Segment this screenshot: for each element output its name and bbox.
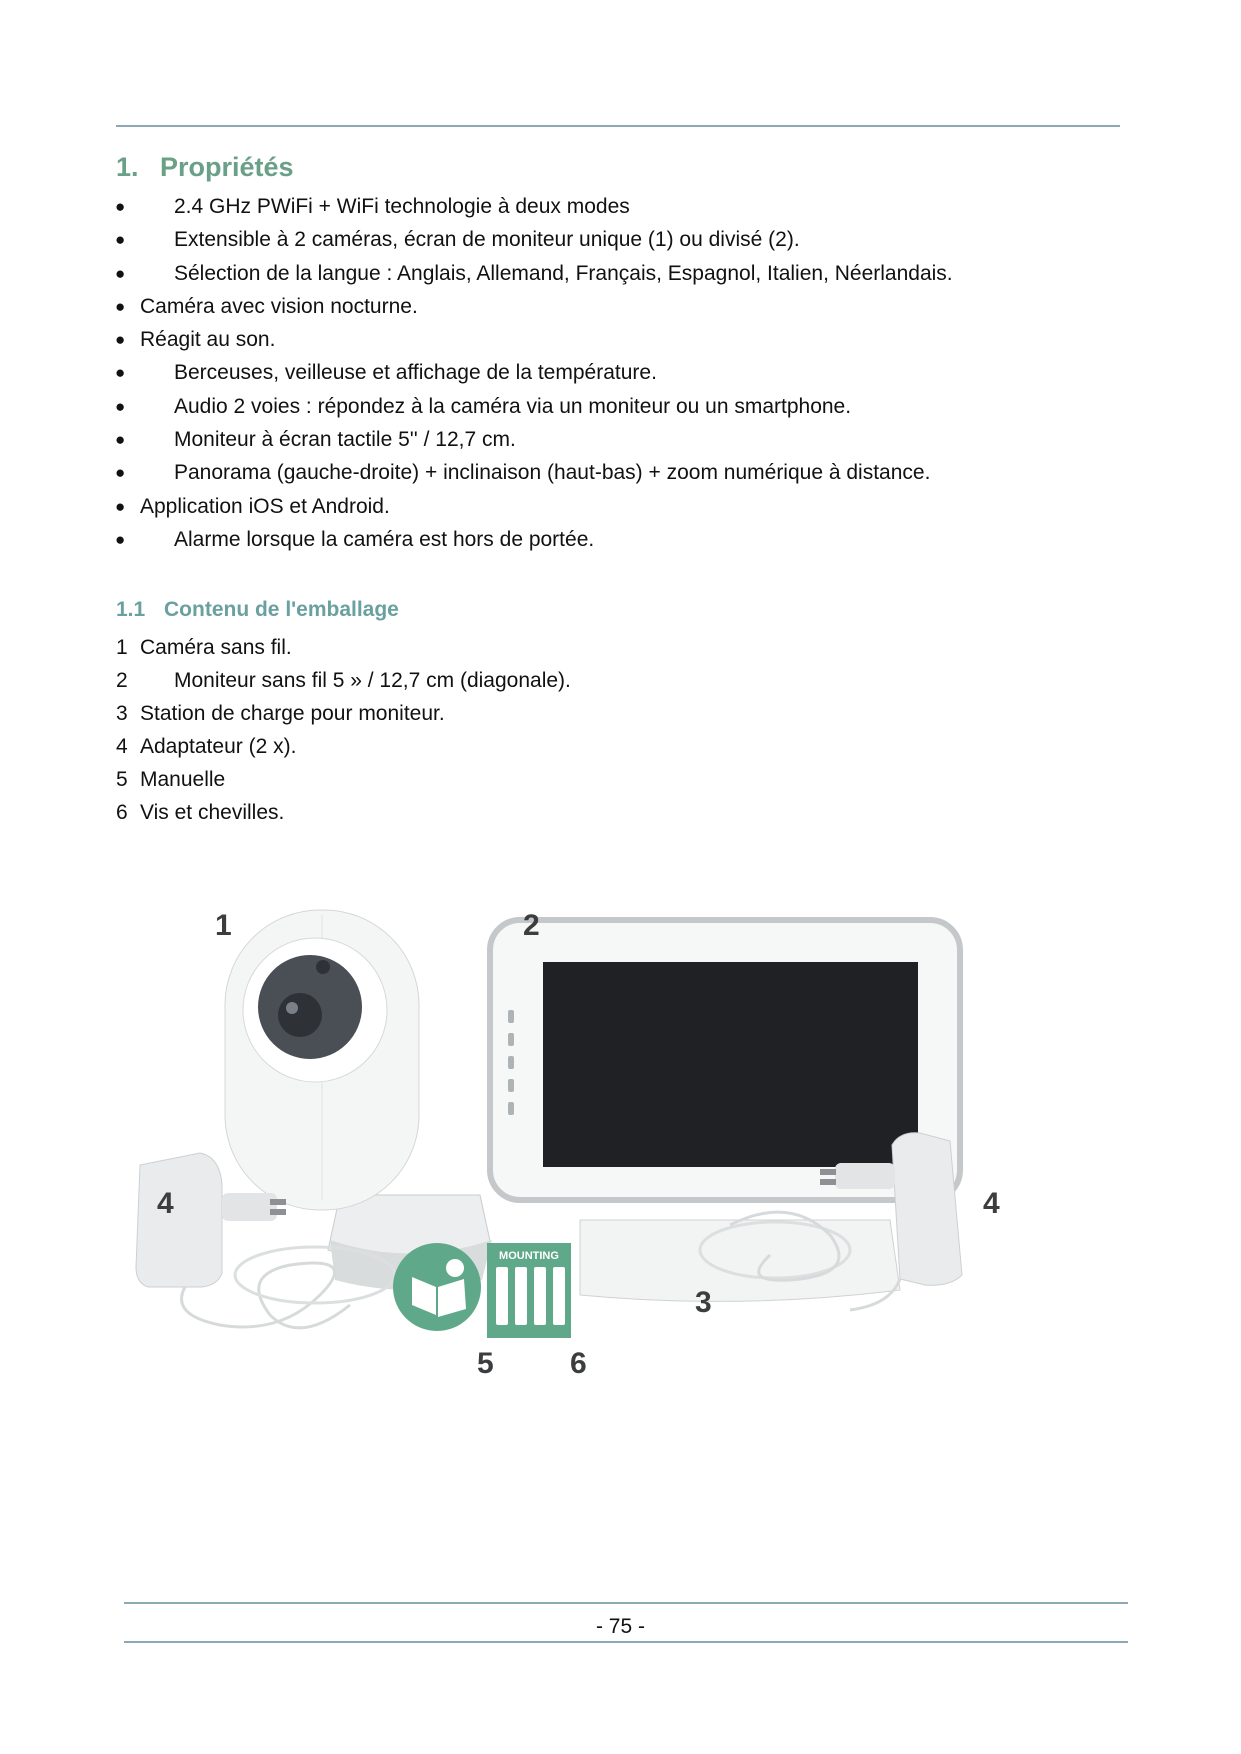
bullet-icon: ● [115,263,126,283]
camera-illustration [225,910,492,1290]
section-heading [116,152,294,183]
bullet-icon: ● [115,330,126,350]
mounting-icon [487,1243,571,1338]
section-number: 1. [116,152,139,182]
page-number: - 75 - [595,1615,645,1638]
subsection-title: Contenu de l'emballage [164,598,399,621]
figure-label-4-left: 4 [157,1187,174,1220]
bullet-icon: ● [115,463,126,483]
section-title: Propriétés [160,152,294,182]
figure-label-5: 5 [477,1347,494,1380]
bullet-icon: ● [115,296,126,316]
header-rule [116,125,1120,127]
subsection-heading [116,598,399,622]
product-illustration [130,895,1090,1415]
figure-label-1: 1 [215,909,232,942]
subsection-number: 1.1 [116,598,146,621]
footer-rule-top [124,1602,1128,1604]
bullet-icon: ● [115,396,126,416]
figure-label-4-right: 4 [983,1187,1000,1220]
bullet-icon: ● [115,529,126,549]
bullet-icon: ● [115,230,126,250]
bullet-icon: ● [115,496,126,516]
bullet-icon: ● [115,430,126,450]
figure-label-3: 3 [695,1286,712,1319]
monitor-illustration [490,920,960,1200]
bullet-icon: ● [115,197,126,216]
bullet-icon: ● [115,363,126,383]
package-contents-figure [130,895,1090,1415]
figure-label-6: 6 [570,1347,587,1380]
figure-label-2: 2 [523,909,540,942]
footer-rule-bottom [124,1641,1128,1643]
mounting-label: MOUNTING [499,1250,559,1262]
manual-icon [393,1243,481,1331]
charging-station-illustration [580,1220,900,1301]
